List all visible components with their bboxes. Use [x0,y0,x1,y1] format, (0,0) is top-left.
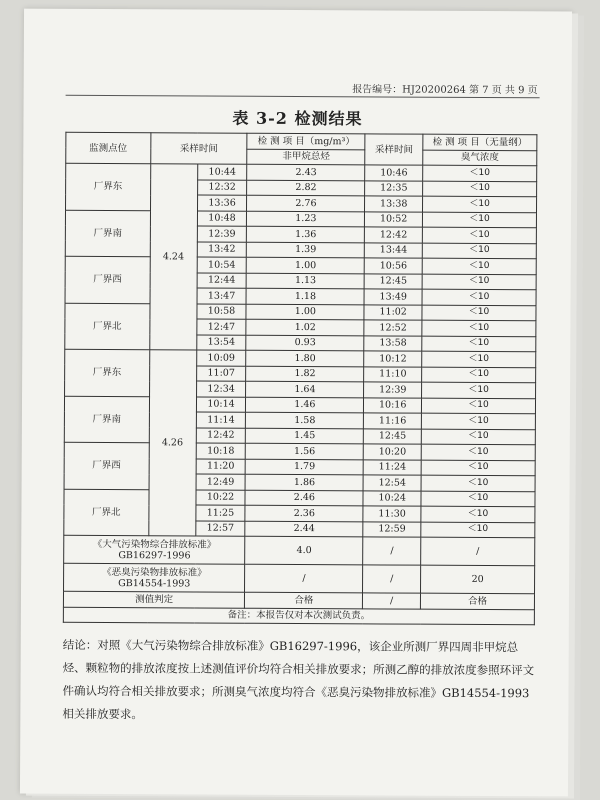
nmhc-value-cell: 2.82 [247,180,365,196]
time-cell: 10:44 [197,164,247,180]
time-cell: 12:42 [196,427,246,443]
nmhc-value-cell: 1.46 [246,397,364,413]
time2-cell: 12:52 [364,320,422,336]
standard2-name: 《恶臭污染物排放标准》 [102,566,207,579]
time-cell: 13:36 [197,195,247,211]
nmhc-value-cell: 1.39 [247,242,365,258]
nmhc-value-cell: 1.00 [247,257,365,273]
odor-value-cell: ＜10 [422,351,536,367]
time-cell: 11:25 [195,505,245,521]
odor-value-cell: ＜10 [421,475,535,491]
standard2-value1: / [245,564,363,593]
time-cell: 12:32 [197,179,247,195]
point-cell: 厂界东 [65,349,150,396]
time2-cell: 11:24 [363,459,421,475]
odor-value-cell: ＜10 [422,320,536,336]
table-row [64,442,535,460]
time-cell: 11:14 [196,412,246,428]
odor-value-cell: ＜10 [423,212,537,228]
time-cell: 10:58 [197,303,247,319]
time-cell: 11:20 [196,458,246,474]
time2-cell: 12:54 [363,475,421,491]
odor-value-cell: ＜10 [422,243,536,259]
nmhc-value-cell: 2.76 [247,195,365,211]
odor-value-cell: ＜10 [421,429,535,445]
point-cell: 厂界北 [64,489,149,536]
table-row [64,489,535,507]
point-cell: 厂界北 [65,303,150,350]
point-cell: 厂界西 [64,442,149,489]
time-cell: 10:22 [196,489,246,505]
standard1-code: GB16297-1996 [118,549,191,561]
nmhc-value-cell: 1.00 [246,304,364,320]
table-row [65,256,536,274]
odor-value-cell: ＜10 [423,196,537,212]
table-row [65,210,536,228]
odor-value-cell: ＜10 [422,227,536,243]
time-cell: 13:42 [197,241,247,257]
time2-cell: 12:59 [363,521,421,537]
time-cell: 10:18 [196,443,246,459]
time2-cell: 12:35 [365,180,423,196]
standard1-value1: 4.0 [245,536,363,565]
standard2-code: GB14554-1993 [118,577,191,589]
nmhc-value-cell: 0.93 [246,335,364,351]
odor-value-cell: ＜10 [422,367,536,383]
results-table [63,132,538,625]
nmhc-value-cell: 1.18 [247,288,365,304]
point-cell: 厂界南 [64,396,149,443]
time2-cell: 10:20 [364,444,422,460]
nmhc-value-cell: 2.43 [247,164,365,180]
time-cell: 12:49 [196,474,246,490]
time-cell: 12:57 [195,520,245,536]
time2-cell: 10:56 [364,258,422,274]
time-cell: 12:47 [196,319,246,335]
standard1-name: 《大气污染物综合排放标准》 [92,538,217,551]
time2-cell: 12:45 [364,273,422,289]
time2-cell: 10:16 [364,397,422,413]
nmhc-value-cell: 1.23 [247,211,365,227]
time2-cell: 12:39 [364,382,422,398]
nmhc-value-cell: 1.80 [246,350,364,366]
nmhc-value-cell: 1.45 [246,428,364,444]
odor-value-cell: ＜10 [423,181,537,197]
time-cell: 12:44 [197,272,247,288]
odor-value-cell: ＜10 [421,491,535,507]
time-cell: 10:54 [197,257,247,273]
nmhc-value-cell: 1.58 [246,412,364,428]
header-item2: 检 测 项 目（无量纲） [423,134,537,150]
nmhc-value-cell: 1.02 [246,319,364,335]
time2-cell: 13:38 [365,196,423,212]
nmhc-value-cell: 1.64 [246,381,364,397]
document-page [20,9,572,797]
standard1-value3: / [421,537,535,566]
nmhc-value-cell: 2.46 [245,490,363,506]
date-cell: 4.26 [149,350,197,536]
table-note: 备注：本报告仅对本次测试负责。 [63,607,534,625]
header-item1: 检 测 项 目（mg/m³） [247,133,365,149]
point-cell: 厂界南 [65,210,150,257]
table-row [66,163,537,181]
nmhc-value-cell: 1.82 [246,366,364,382]
time-cell: 12:34 [196,381,246,397]
odor-value-cell: ＜10 [421,413,535,429]
odor-value-cell: ＜10 [422,336,536,352]
nmhc-value-cell: 2.36 [245,505,363,521]
time-cell: 10:48 [197,210,247,226]
standard2-value2: / [363,565,421,593]
nmhc-value-cell: 1.56 [246,443,364,459]
nmhc-value-cell: 1.13 [247,273,365,289]
table-title: 表 3-2 检测结果 [232,108,363,129]
odor-value-cell: ＜10 [422,305,536,321]
time2-cell: 11:10 [364,366,422,382]
table-footer [63,535,534,624]
time2-cell: 13:58 [364,335,422,351]
time2-cell: 10:12 [364,351,422,367]
point-cell: 厂界东 [66,163,151,210]
nmhc-value-cell: 2.44 [245,521,363,537]
odor-value-cell: ＜10 [421,460,535,476]
standard1-value2: / [363,537,421,565]
time-cell: 12:39 [197,226,247,242]
time2-cell: 10:52 [365,211,423,227]
time2-cell: 13:49 [364,289,422,305]
point-cell: 厂界西 [65,256,150,303]
time2-cell: 10:46 [365,165,423,181]
odor-value-cell: ＜10 [422,274,536,290]
odor-value-cell: ＜10 [421,522,535,538]
odor-value-cell: ＜10 [422,382,536,398]
header-sub2: 臭气浓度 [423,150,537,166]
table-row [65,303,536,321]
report-number: 报告编号：HJ20200264 第 7 页 共 9 页 [352,84,538,97]
table-body [64,163,537,537]
judge-value3: 合格 [421,593,535,609]
header-time: 采样时间 [150,133,247,165]
header-sub1: 非甲烷总烃 [247,149,365,165]
standard2-cell [64,563,246,592]
header-point: 监测点位 [66,132,151,163]
judge-label: 测值判定 [63,591,245,607]
nmhc-value-cell: 1.86 [246,474,364,490]
date-cell: 4.24 [150,164,198,350]
time2-cell: 12:45 [364,428,422,444]
time2-cell: 11:02 [364,304,422,320]
time-cell: 11:07 [196,365,246,381]
time2-cell: 12:42 [365,227,423,243]
odor-value-cell: ＜10 [421,506,535,522]
odor-value-cell: ＜10 [421,444,535,460]
standard1-cell [64,535,246,564]
standard2-value3: 20 [421,565,535,594]
conclusion-text: 结论：对照《大气污染物综合排放标准》GB16297-1996，该企业所测厂界四周非甲烷总烃、颗粒物的排放浓度按上述测值评价均符合相关排放要求；所测乙醇的排放浓度参照环评文件确认均符合相关排放要求；所测臭气浓度均符合《恶臭污染物排放标准》GB14554-1993 相关排放要求。 [62,637,535,722]
header-time2: 采样时间 [365,134,423,165]
nmhc-value-cell: 1.79 [246,459,364,475]
time-cell: 10:09 [196,350,246,366]
table-header [66,132,537,165]
time2-cell: 11:16 [364,413,422,429]
time-cell: 10:14 [196,396,246,412]
odor-value-cell: ＜10 [422,398,536,414]
table-row [65,349,536,367]
odor-value-cell: ＜10 [423,165,537,181]
time2-cell: 13:44 [365,242,423,258]
judge-value2: / [363,593,421,609]
time-cell: 13:47 [197,288,247,304]
nmhc-value-cell: 1.36 [247,226,365,242]
odor-value-cell: ＜10 [422,258,536,274]
time-cell: 13:54 [196,334,246,350]
judge-value1: 合格 [245,592,363,608]
time2-cell: 10:24 [363,490,421,506]
odor-value-cell: ＜10 [422,289,536,305]
time2-cell: 11:30 [363,506,421,522]
table-row [64,396,535,414]
